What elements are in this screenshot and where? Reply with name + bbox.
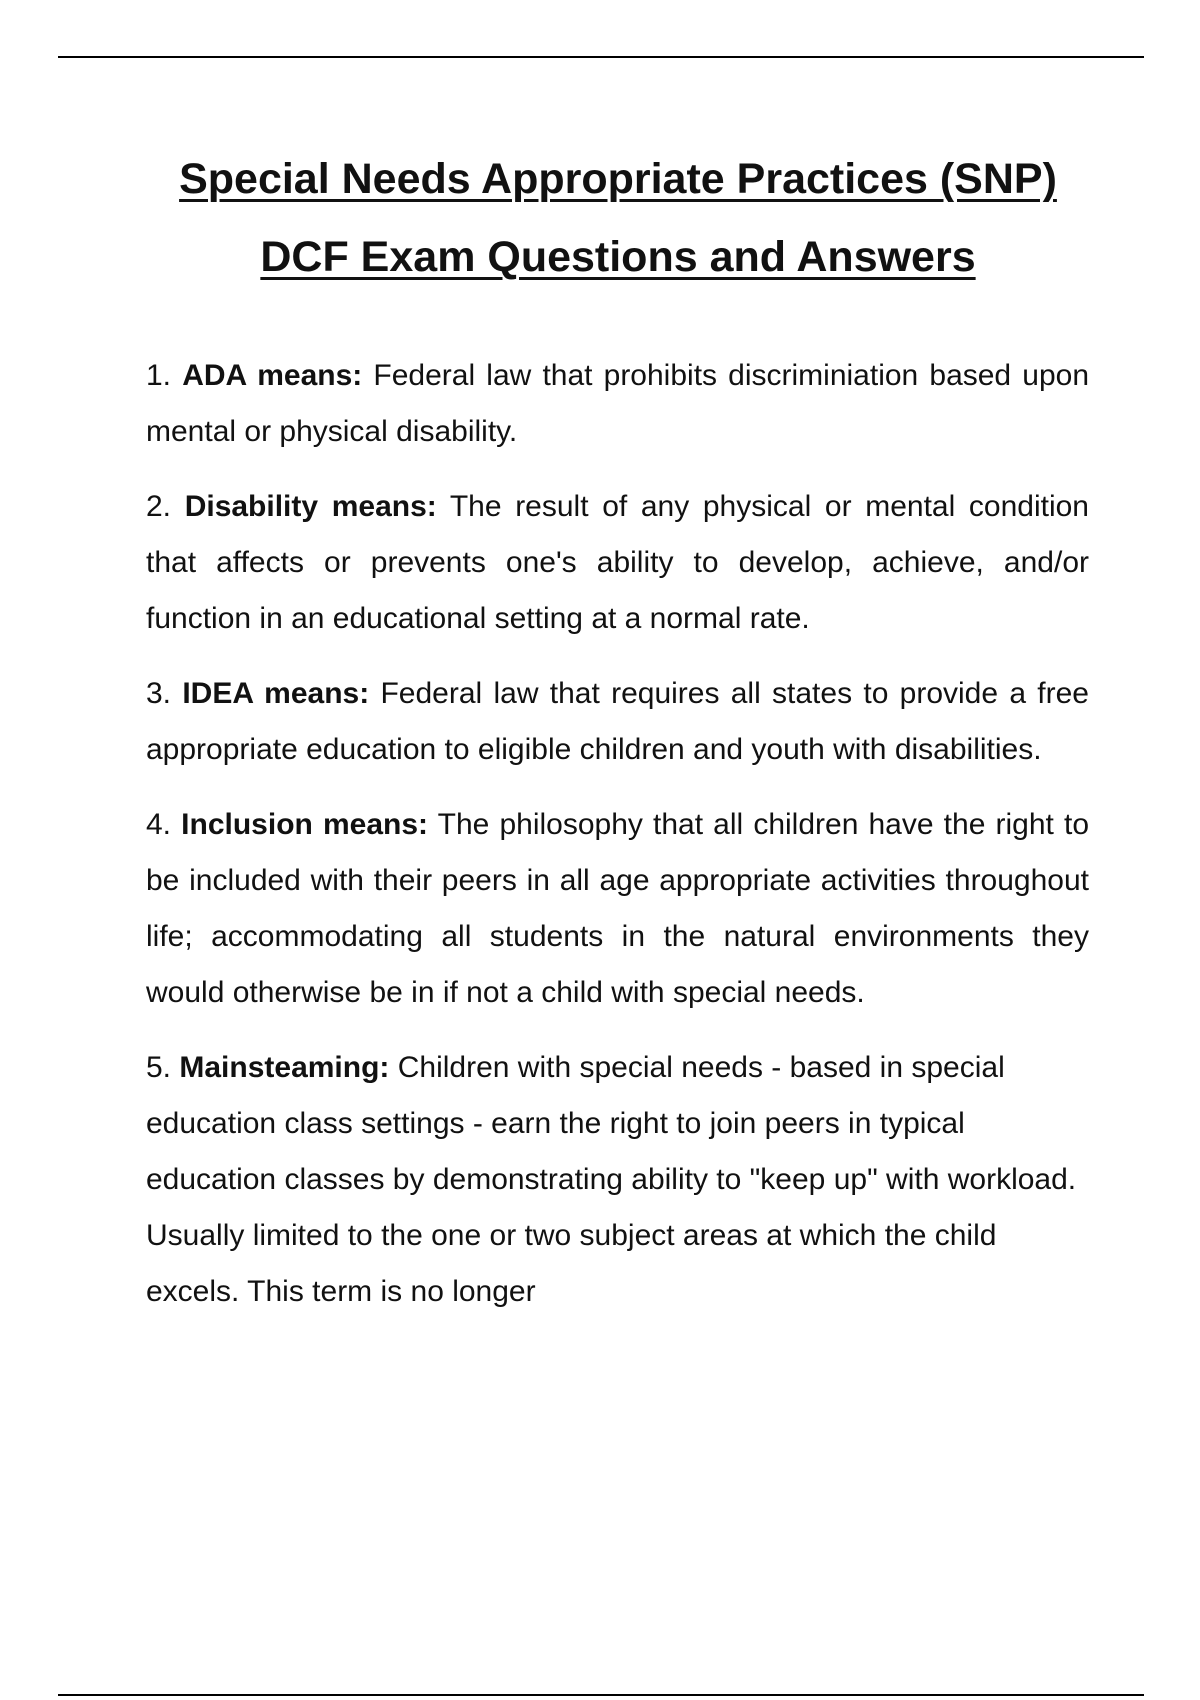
qa-item-mainstreaming [146, 1040, 1089, 1320]
qa-definition: The result of any physical or mental condition that affects or prevents one's ability to develop, achieve, and/or function in an educational setting at a normal rate. [146, 490, 1089, 635]
page-title [0, 140, 1200, 296]
title-line-1: Special Needs Appropriate Practices (SNP) [179, 155, 1057, 203]
qa-item-disability [146, 479, 1089, 647]
title-line-2: DCF Exam Questions and Answers [260, 233, 976, 281]
qa-definition: Federal law that requires all states to provide a free appropriate education to eligible children and youth with disabilities. [146, 677, 1089, 766]
bottom-rule [58, 1694, 1144, 1696]
top-rule [58, 56, 1144, 58]
qa-definition: Federal law that prohibits discriminiation based upon mental or physical disability. [146, 359, 1090, 448]
qa-item-ada [146, 348, 1089, 460]
qa-number: 3. [146, 677, 172, 710]
qa-definition: Children with special needs - based in special education class settings - earn the right to join peers in typical education classes by demonstrating ability to "keep up" with workload. Usually limited to the one or two subject areas at which the child excels. This term is no longer [146, 1051, 1077, 1308]
qa-number: 2. [146, 490, 172, 523]
qa-term: IDEA means: [182, 677, 370, 710]
qa-list [146, 348, 1089, 1339]
qa-item-inclusion [146, 797, 1089, 1021]
qa-number: 4. [146, 808, 172, 841]
qa-term: Disability means: [184, 490, 437, 523]
qa-definition: The philosophy that all children have the right to be included with their peers in all age appropriate activities throughout life; accommodating all students in the natural environments they would otherwise be in if not a child with special needs. [146, 808, 1090, 1009]
qa-term: Mainsteaming: [179, 1051, 390, 1084]
qa-number: 5. [146, 1051, 172, 1084]
qa-term: Inclusion means: [181, 808, 429, 841]
qa-number: 1. [146, 359, 172, 392]
qa-term: ADA means: [182, 359, 363, 392]
qa-item-idea [146, 666, 1089, 778]
